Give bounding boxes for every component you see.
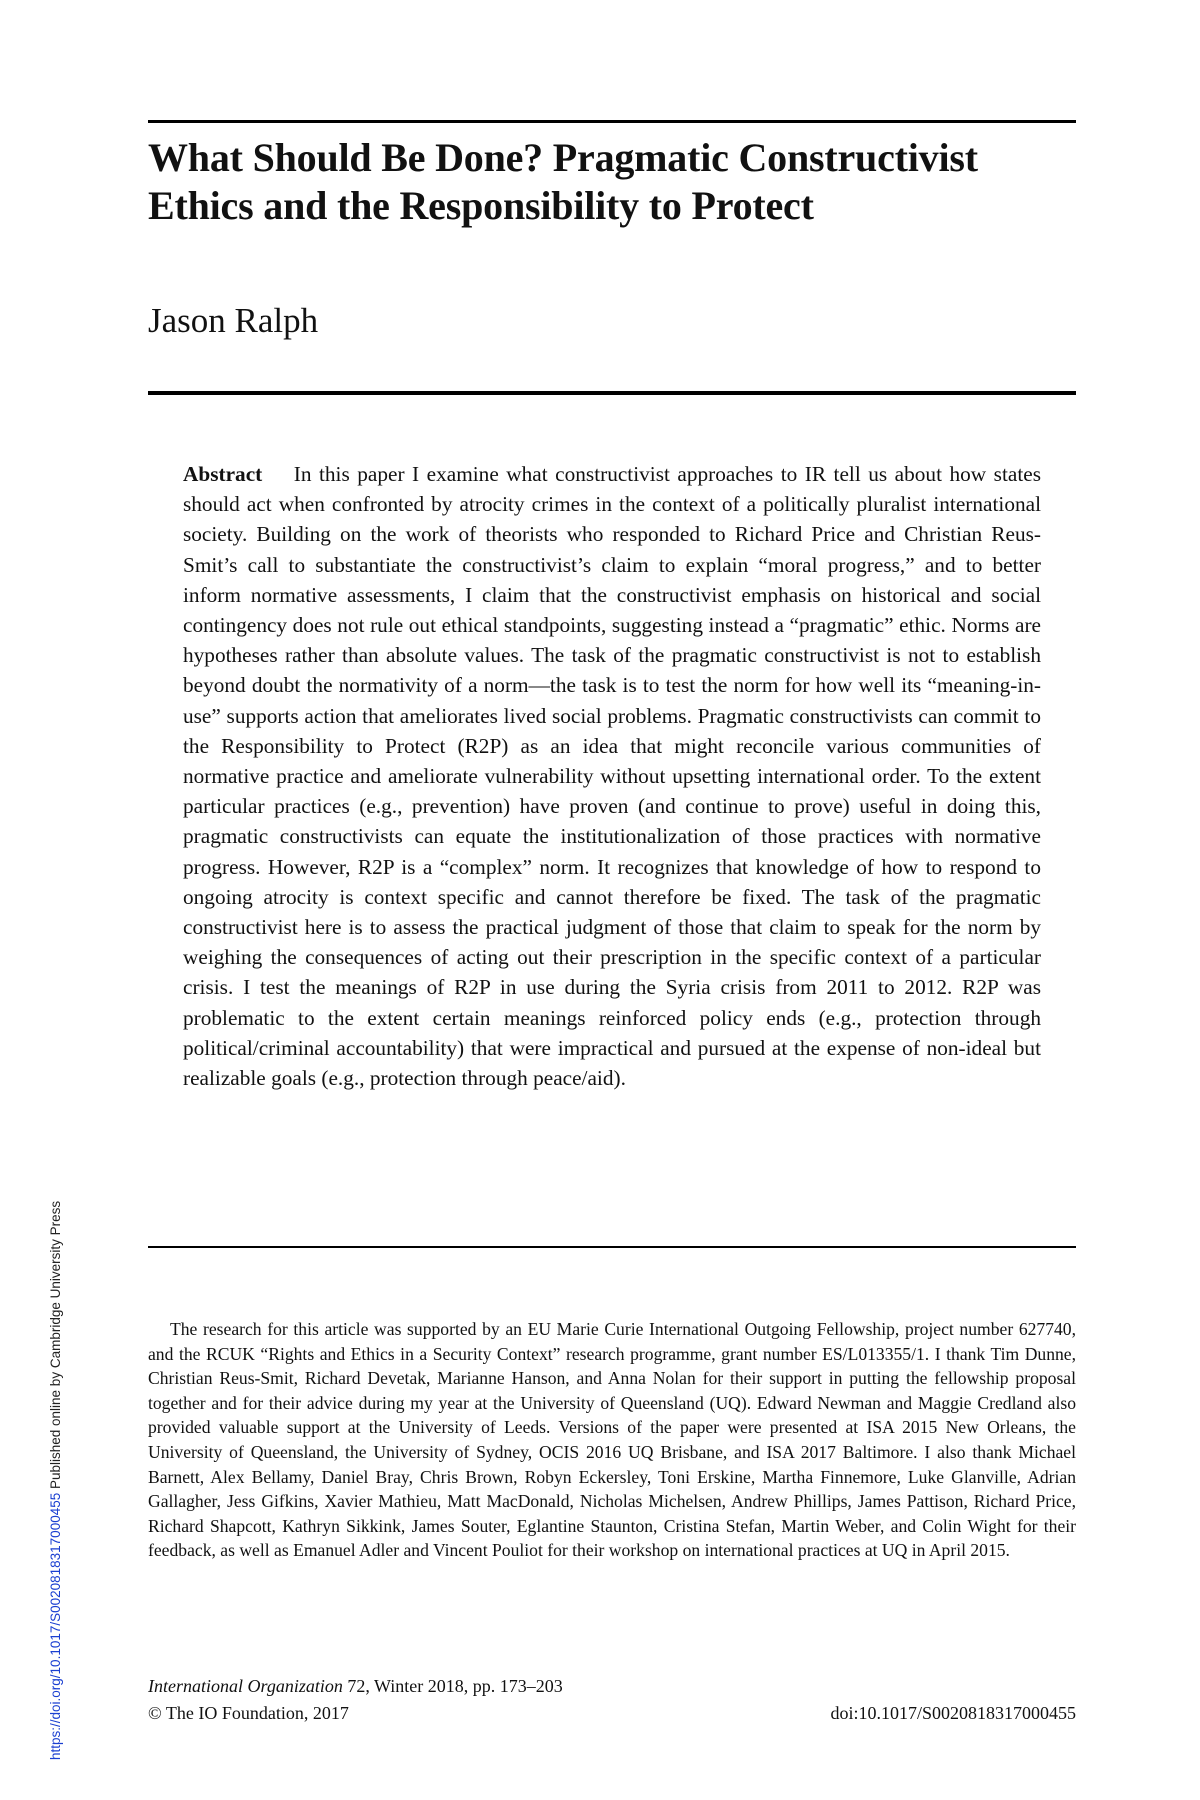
abstract-rule [148, 1246, 1076, 1248]
journal-name: International Organization [148, 1676, 343, 1696]
top-rule [148, 120, 1076, 123]
vertical-doi-banner [48, 1201, 64, 1760]
abstract-label: Abstract [183, 462, 263, 486]
abstract [183, 459, 1041, 1093]
copyright-notice: © The IO Foundation, 2017 [148, 1703, 349, 1723]
article-title: What Should Be Done? Pragmatic Constructivist Ethics and the Responsibility to Protect [148, 135, 978, 228]
header-rule [148, 391, 1076, 395]
author-name: Jason Ralph [148, 301, 319, 340]
acknowledgement-footnote: The research for this article was supported by an EU Marie Curie International Outgoing Fellowship, project number 627740, and the RCUK “Rights and Ethics in a Security Context” research programme, grant number ES/L013355/1. I thank Tim Dunne, Christian Reus-Smit, Richard Devetak, Marianne Hanson, and Anna Nolan for their support in putting the fellowship proposal together and for their advice during my year at the University of Queensland (UQ). Edward Newman and Maggie Credland also provided valuable support at the University of Leeds. Versions of the paper were presented at ISA 2015 New Orleans, the University of Queensland, the University of Sydney, OCIS 2016 UQ Brisbane, and ISA 2017 Baltimore. I also thank Michael Barnett, Alex Bellamy, Daniel Bray, Chris Brown, Robyn Eckersley, Toni Erskine, Martha Finnemore, Luke Glanville, Adrian Gallagher, Jess Gifkins, Xavier Mathieu, Matt MacDonald, Nicholas Michelsen, Andrew Phillips, James Pattison, Richard Price, Richard Shapcott, Kathryn Sikkink, James Souter, Eglantine Staunton, Cristina Stefan, Martin Weber, and Colin Wight for their feedback, as well as Emanuel Adler and Vincent Pouliot for their workshop on international practices at UQ in April 2015. [148, 1319, 1076, 1561]
doi: doi:10.1017/S0020818317000455 [830, 1703, 1076, 1723]
published-online-note: Published online by Cambridge University Press [48, 1200, 63, 1493]
abstract-text: In this paper I examine what constructivist approaches to IR tell us about how states should act when confronted by atrocity crimes in the context of a politically pluralist international society. Building on the work of theorists who responded to Richard Price and Christian Reus-Smit’s call to substantiate the constructivist’s claim to explain “moral progress,” and to better inform normative assessments, I claim that the constructivist emphasis on historical and social contingency does not rule out ethical standpoints, suggesting instead a “pragmatic” ethic. Norms are hypotheses rather than absolute values. The task of the pragmatic constructivist is not to establish beyond doubt the normativity of a norm—the task is to test the norm for how well its “meaning-in-use” supports action that ameliorates lived social problems. Pragmatic constructivists can commit to the Responsibility to Protect (R2P) as an idea that might reconcile various communities of normative practice and ameliorate vulnerability without upsetting international order. To the extent particular practices (e.g., prevention) have proven (and continue to prove) useful in doing this, pragmatic constructivists can equate the institutionalization of those practices with normative progress. However, R2P is a “complex” norm. It recognizes that knowledge of how to respond to ongoing atrocity is context specific and cannot therefore be fixed. The task of the pragmatic constructivist here is to assess the practical judgment of those that claim to speak for the norm by weighing the consequences of acting out their prescription in the specific context of a particular crisis. I test the meanings of R2P in use during the Syria crisis from 2011 to 2012. R2P was problematic to the extent certain meanings reinforced policy ends (e.g., protection through political/criminal accountability) that were impractical and pursued at the expense of non-ideal but realizable goals (e.g., protection through peace/aid). [183, 462, 1041, 1091]
doi-link[interactable]: https://doi.org/10.1017/S0020818317000455 [48, 1492, 63, 1760]
journal-details: 72, Winter 2018, pp. 173–203 [342, 1676, 563, 1696]
journal-citation [148, 1675, 563, 1697]
